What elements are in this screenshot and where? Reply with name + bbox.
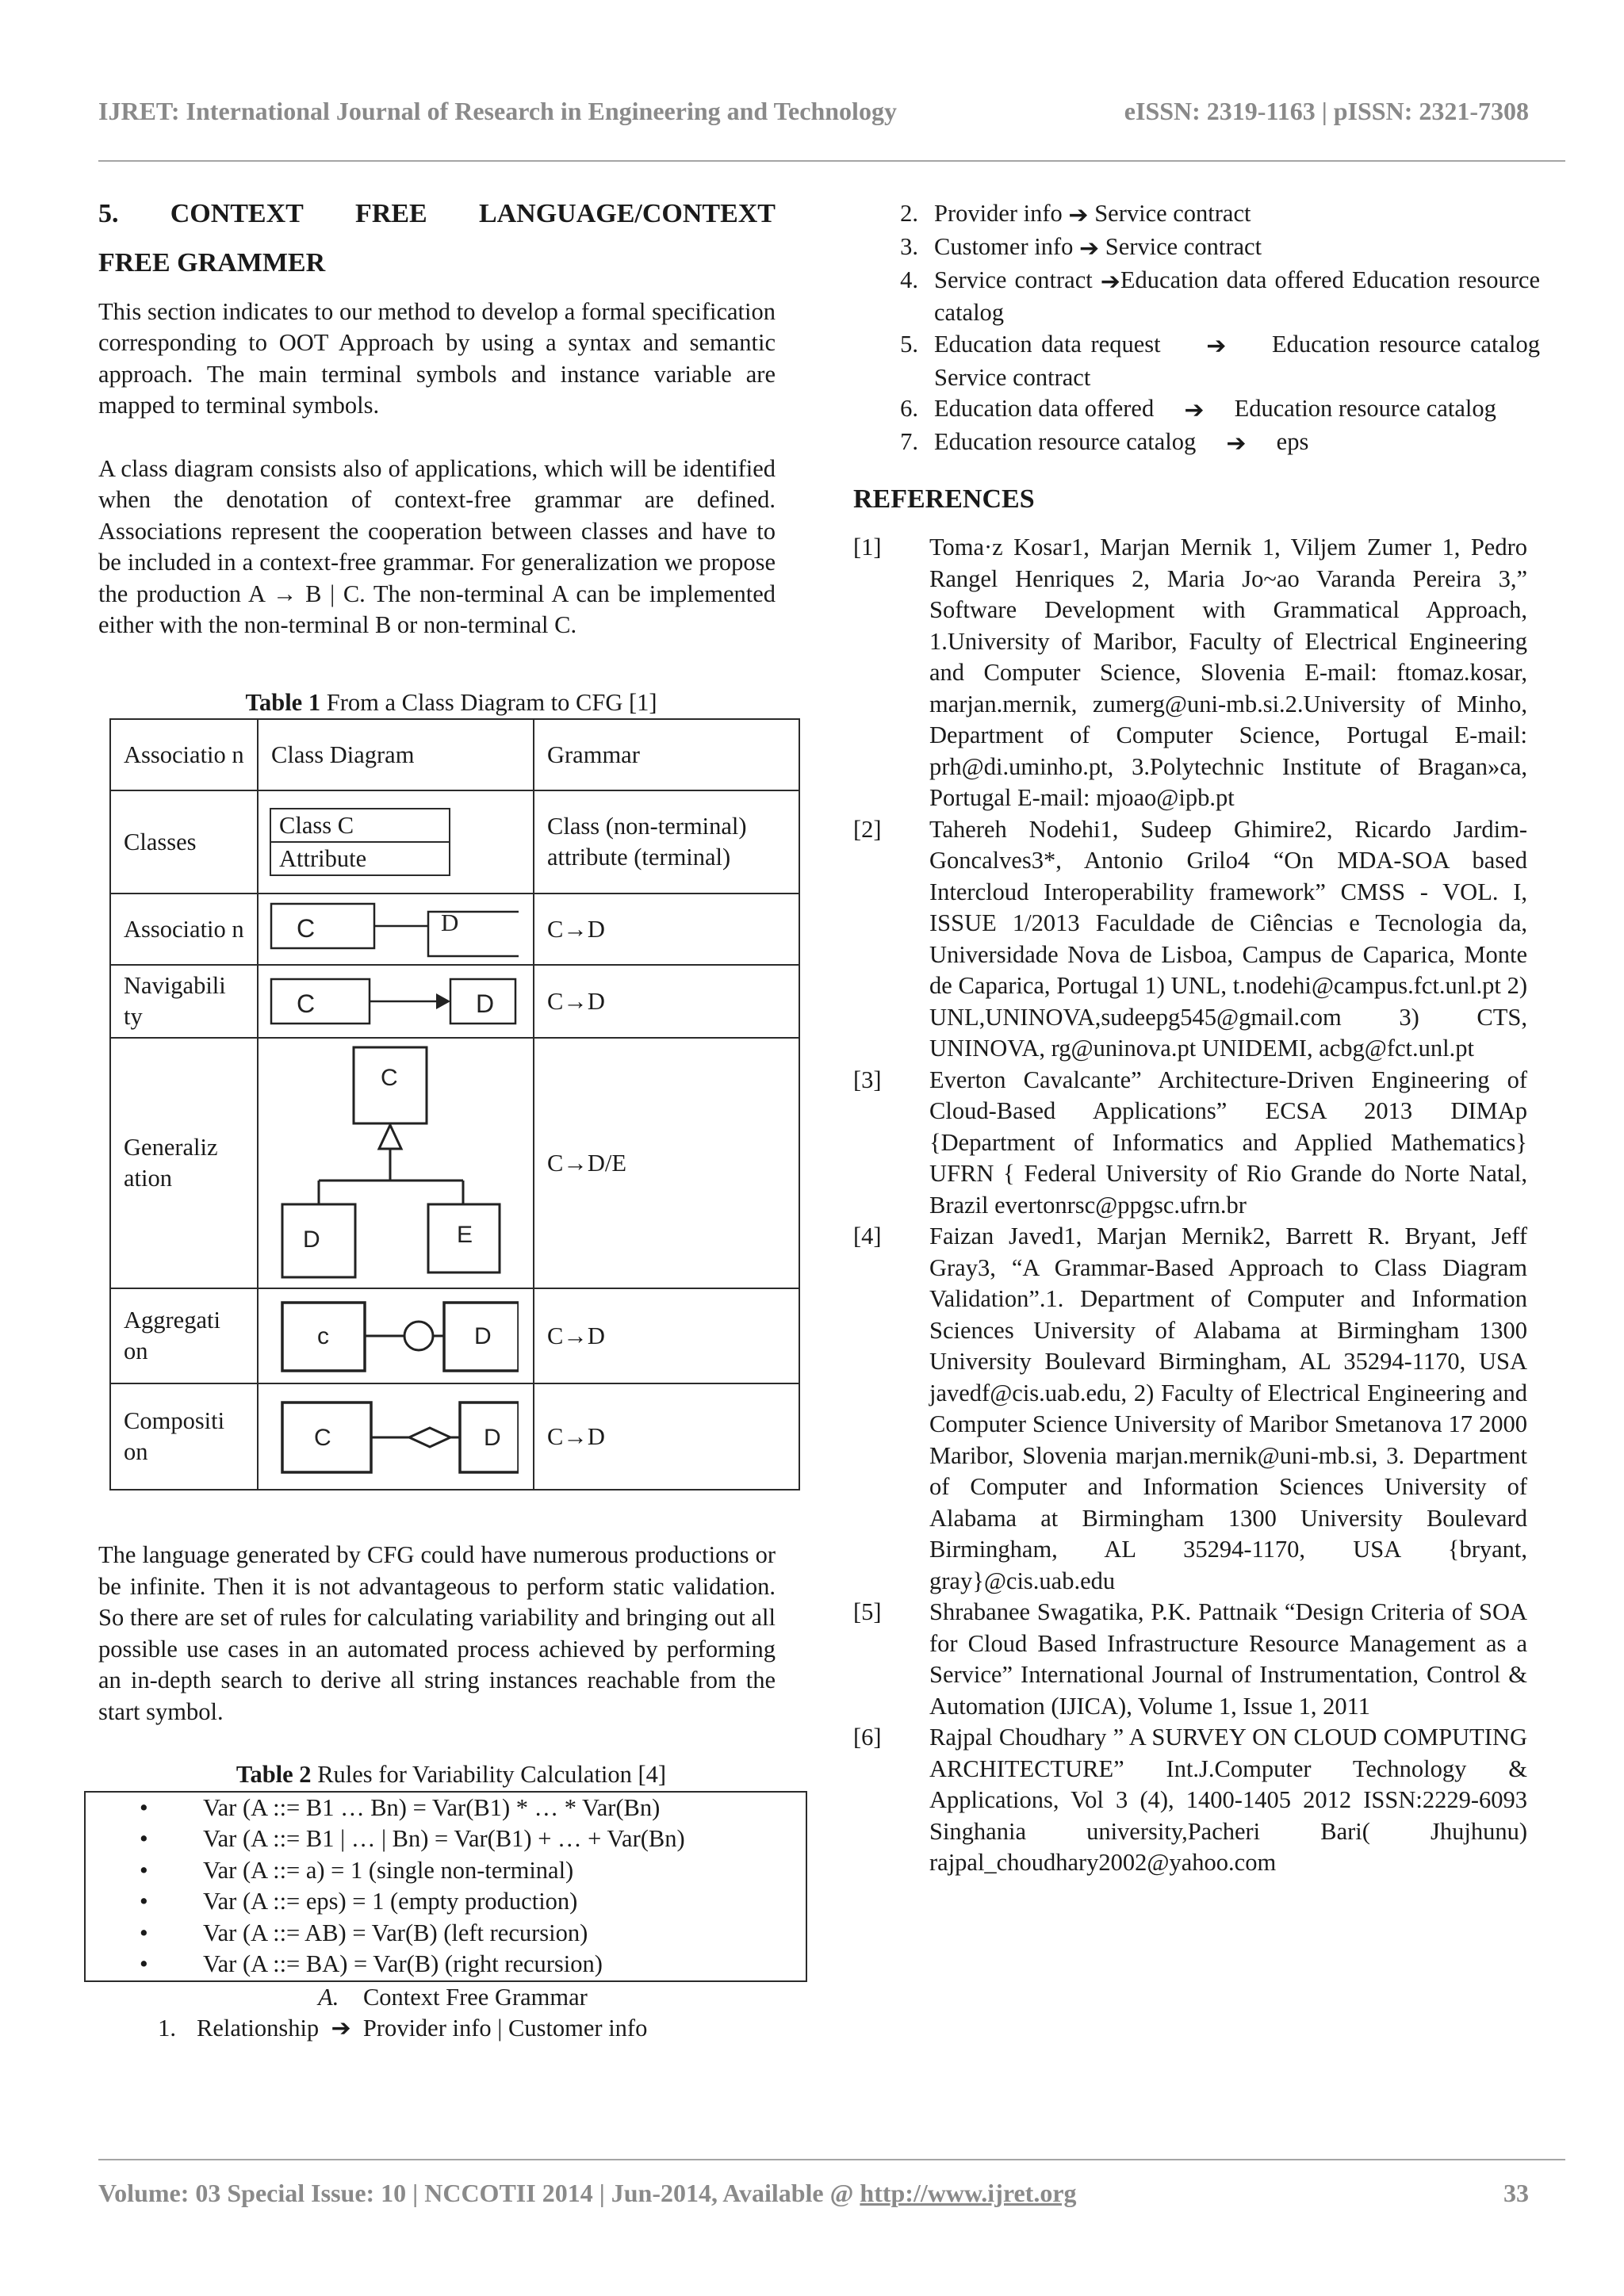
table-row (110, 790, 799, 894)
rule-item: • Var (A ::= B1 … Bn) = Var(B1) * … * Var(Bn) (86, 1793, 806, 1824)
journal-link[interactable]: http://www.ijret.org (860, 2179, 1077, 2207)
table-cell (534, 790, 799, 894)
paragraph: The language generated by CFG could have numerous productions or be infinite. Then it is not advantageous to perform static validation. So there are set of rules for calculating variability and bringing out all possible use cases in an automated process achieved by performing an in-depth search to derive all string instances reachable from the start symbol. (98, 1541, 776, 1725)
rule-item: • Var (A ::= eps) = 1 (empty production) (86, 1886, 806, 1918)
heading-word: 5. (98, 199, 119, 228)
heading-word: CONTEXT (170, 199, 304, 228)
navigability-diagram (258, 965, 534, 1038)
table-row (110, 965, 799, 1038)
svg-text:c: c (317, 1323, 329, 1349)
right-column (853, 198, 1541, 1879)
list-item: 4. Service contract ➔Education data offered Education resource catalog (900, 266, 1540, 327)
svg-text:D: D (441, 909, 459, 936)
journal-name: IJRET: International Journal of Research in Engineering and Technology (98, 97, 897, 125)
grammar-text: attribute (terminal) (547, 844, 731, 871)
table-cell: Generaliz ation (110, 1038, 258, 1288)
reference-item: [3] Everton Cavalcante” Architecture-Driven Engineering of Cloud-Based Applications” ECSA 2013 DIMAp {Department of Informatics and Applied Mathematics} UFRN { Federal University of Rio Grande do Norte Natal, Brazil evertonrsc@ppgsc.ufrn.br (853, 1066, 1527, 1219)
section-heading (98, 198, 776, 230)
svg-text:E: E (457, 1222, 473, 1248)
generalization-diagram (258, 1038, 534, 1288)
list-item: 1. Relationship ➔ Provider info | Customer info (98, 2013, 776, 2045)
arrow-right-icon: ➔ (1079, 235, 1100, 262)
svg-text:D: D (484, 1425, 501, 1451)
svg-text:C: C (314, 1425, 331, 1451)
relationship-list (98, 2013, 776, 2045)
reference-list (853, 532, 1527, 1879)
list-item: 6. Education data offered ➔ Education resource catalog (882, 393, 1540, 427)
association-diagram (258, 894, 534, 965)
rule-item: • Var (A ::= B1 | … | Bn) = Var(B1) + … + Var(Bn) (86, 1823, 806, 1855)
footer-rule (98, 2159, 1565, 2160)
arrow-right-icon: ➔ (1100, 268, 1120, 295)
reference-item: [4] Faizan Javed1, Marjan Mernik2, Barrett R. Bryant, Jeff Gray3, “A Grammar-Based Approach to Class Diagram Validation”.1. Department of Computer and Information Sciences University of Alabama at Birmingham 1300 University Boulevard Birmingham, AL 35294-1170, USA javedf@cis.uab.edu, 2) Faculty of Electrical Engineering and Computer Science University of Maribor Smetanova 17 2000 Maribor, Slovenia marjan.mernik@uni-mb.si, 3. Department of Computer and Information Sciences University of Alabama at Birmingham 1300 University Boulevard Birmingham, AL 35294-1170, USA {bryant, gray}@cis.uab.edu (853, 1223, 1527, 1594)
rule-item: • Var (A ::= AB) = Var(B) (left recursion) (86, 1918, 806, 1950)
arrow-right-icon: ➔ (1184, 397, 1205, 424)
table-cell: Classes (110, 790, 258, 894)
table-cell: Associatio n (110, 894, 258, 965)
table-cell: C→D (534, 965, 799, 1038)
running-header (98, 97, 1529, 126)
table1-caption: Table 1 From a Class Diagram to CFG [1] (245, 688, 657, 716)
table-row (110, 894, 799, 965)
paragraph: A class diagram consists also of applications, which will be identified when the denotation of context-free grammar are defined. Associations represent the cooperation between classes and have to be included in a context-free grammar. For generalization we propose the production A → B | C. The non-terminal A can be implemented either with the non-terminal B or non-terminal C. (98, 454, 776, 638)
table-row (110, 1383, 799, 1490)
table-row (110, 1288, 799, 1383)
table2-caption: Table 2 Rules for Variability Calculation [4] (236, 1761, 667, 1788)
table1 (109, 718, 800, 1490)
running-footer (98, 2179, 1529, 2208)
arrow-right-icon: ➔ (1226, 430, 1247, 457)
class-box (270, 808, 450, 876)
list-item: 7. Education resource catalog ➔ eps (882, 427, 1540, 460)
paragraph: This section indicates to our method to develop a formal specification corresponding to OOT Approach by using a syntax and semantic approach. The main terminal symbols and instance variable are mapped to terminal symbols. (98, 297, 776, 419)
footer-volume: Volume: 03 Special Issue: 10 | NCCOTII 2014 | Jun-2014, Available @ http://www.ijret.org (98, 2179, 1077, 2207)
table-cell: Grammar (534, 719, 799, 790)
table-cell: Aggregati on (110, 1288, 258, 1383)
table2 (84, 1791, 807, 1982)
reference-item: [2] Tahereh Nodehi1, Sudeep Ghimire2, Ricardo Jardim-Goncalves3*, Antonio Grilo4 “On MDA-SOA based Intercloud Interoperability framework” CMSS - VOL. I, ISSUE 1/2013 Faculdade de Ciências e Tecnologia da, Universidade Nova de Lisboa, Campus de Caparica, Monte de Caparica, Portugal 1) UNL, t.nodehi@campus.fct.unl.pt 2) UNL,UNINOVA,sudeepg545@gmail.com 3) CTS, UNINOVA, rg@uninova.pt UNIDEMI, acbg@fct.unl.pt (853, 815, 1527, 1062)
table-cell: Class Diagram (258, 719, 534, 790)
svg-text:D: D (474, 1323, 492, 1349)
reference-item: [1] Toma·z Kosar1, Marjan Mernik 1, Viljem Zumer 1, Pedro Rangel Henriques 2, Maria Jo~ao Varanda Pereira 3,” Software Development with Grammatical Approach, 1.University of Maribor, Faculty of Electrical Engineering and Computer Science, Slovenia E-mail: ftomaz.kosar, marjan.mernik, zumerg@uni-mb.si.2.University of Minho, Department of Computer Science, Portugal E-mail: prh@di.uminho.pt, 3.Polytechnic Institute of Bragan»ca, Portugal E-mail: mjoao@ipb.pt (853, 534, 1527, 811)
list-item: 2. Provider info ➔ Service contract (882, 198, 1540, 232)
references-heading: REFERENCES (853, 484, 1035, 514)
arrow-right-icon: ➔ (1068, 202, 1089, 229)
svg-text:D: D (303, 1226, 320, 1253)
subsection-heading: A. Context Free Grammar (318, 1983, 588, 2011)
reference-item: [6] Rajpal Choudhary ” A SURVEY ON CLOUD COMPUTING ARCHITECTURE” Int.J.Computer Technology & Applications, Vol 3 (4), 1400-1405 2012 ISSN:2229-6093 Singhania university,Pacheri Bari( Jhujhunu) rajpal_choudhary2002@yahoo.com (853, 1724, 1527, 1876)
reference-item: [5] Shrabanee Swagatika, P.K. Pattnaik “Design Criteria of SOA for Cloud Based Infrastructure Resource Management as a Service” International Journal of Instrumentation, Control & Automation (IJICA), Volume 1, Issue 1, 2011 (853, 1598, 1527, 1720)
section-heading-line2: FREE GRAMMER (98, 248, 326, 277)
class-diagram-cell (258, 790, 534, 894)
svg-text:C: C (381, 1065, 398, 1091)
svg-text:D: D (476, 989, 495, 1018)
table-cell: C→D (534, 1383, 799, 1490)
class-name: Class C (279, 812, 354, 839)
list-item: 5. Education data request ➔ Education resource catalog Service contract (900, 330, 1541, 391)
arrow-right-icon: ➔ (1206, 333, 1227, 359)
grammar-text: Class (non-terminal) (547, 813, 747, 840)
table-row (110, 719, 799, 790)
table-cell: Compositi on (110, 1383, 258, 1490)
table-cell: C→D/E (534, 1038, 799, 1288)
header-rule (98, 160, 1565, 162)
table-cell: C→D (534, 1288, 799, 1383)
page-number: 33 (1503, 2179, 1529, 2207)
class-attribute: Attribute (271, 841, 449, 874)
issn-info: eISSN: 2319-1163 | pISSN: 2321-7308 (1124, 97, 1529, 125)
rule-item: • Var (A ::= BA) = Var(B) (right recursion) (86, 1949, 806, 1980)
svg-text:C: C (297, 914, 316, 943)
composition-diagram (258, 1383, 534, 1490)
table-row (110, 1038, 799, 1288)
heading-word: FREE (355, 199, 427, 228)
heading-word: LANGUAGE/CONTEXT (478, 199, 776, 228)
arrow-right-icon: ➔ (331, 2015, 351, 2042)
aggregation-diagram (258, 1288, 534, 1383)
rule-item: • Var (A ::= a) = 1 (single non-terminal) (86, 1855, 806, 1887)
left-column (98, 198, 776, 2045)
table-cell: Associatio n (110, 719, 258, 790)
relationship-list-continued (882, 198, 1540, 460)
table-cell: C→D (534, 894, 799, 965)
svg-text:C: C (297, 989, 316, 1018)
table-cell: Navigabili ty (110, 965, 258, 1038)
list-item: 3. Customer info ➔ Service contract (882, 232, 1540, 265)
